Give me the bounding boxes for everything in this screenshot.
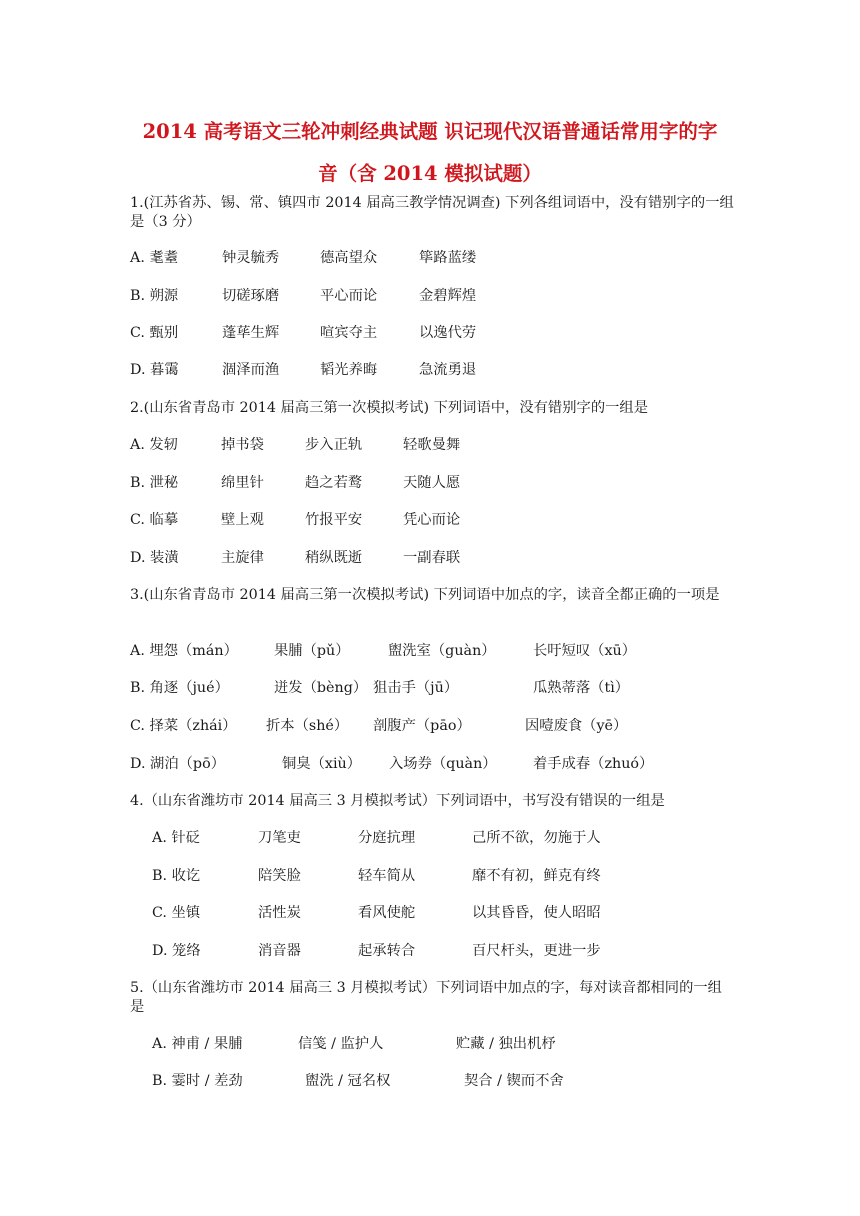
option-item: 折本（shé） bbox=[266, 718, 349, 734]
option-word: 轻车简从 bbox=[358, 868, 416, 884]
option-word: 喧宾夺主 bbox=[320, 325, 378, 341]
option-word: 涸泽而渔 bbox=[222, 362, 280, 378]
question-4-stem: 4.（山东省潍坊市 2014 届高三 3 月模拟考试）下列词语中，书写没有错误的一组是 bbox=[130, 793, 665, 809]
option-word: 竹报平安 bbox=[305, 512, 363, 528]
option-item: 契合 / 锲而不舍 bbox=[464, 1073, 564, 1089]
option-label: D. 装潢 bbox=[130, 550, 179, 566]
option-word: 轻歌曼舞 bbox=[403, 437, 461, 453]
option-word: 钟灵毓秀 bbox=[222, 250, 280, 266]
option-word: 切磋琢磨 bbox=[222, 288, 280, 304]
option-word: 步入正轨 bbox=[305, 437, 363, 453]
option-item: 瓜熟蒂落（tì） bbox=[533, 680, 630, 696]
option-word: 凭心而论 bbox=[403, 512, 461, 528]
option-item: 贮藏 / 独出机杼 bbox=[456, 1036, 556, 1052]
option-item: A. 神甫 / 果脯 bbox=[152, 1036, 243, 1052]
option-label: A. 发轫 bbox=[130, 437, 179, 453]
option-label: A. 针砭 bbox=[152, 830, 201, 846]
option-label: B. 泄秘 bbox=[130, 475, 179, 491]
option-word: 稍纵既逝 bbox=[305, 550, 363, 566]
option-item: 狙击手（jū） bbox=[373, 680, 459, 696]
option-label: A. 耄耋 bbox=[130, 250, 179, 266]
option-item: A. 埋怨（mán） bbox=[130, 643, 238, 659]
option-word: 绵里针 bbox=[221, 475, 264, 491]
option-word: 陪笑脸 bbox=[258, 868, 301, 884]
option-item: 因噎废食（yē） bbox=[525, 718, 628, 734]
option-word: 德高望众 bbox=[320, 250, 378, 266]
option-item: 盥洗 / 冠名权 bbox=[305, 1073, 391, 1089]
option-word: 壁上观 bbox=[221, 512, 264, 528]
option-word: 一副春联 bbox=[403, 550, 461, 566]
option-word: 看风使舵 bbox=[358, 905, 416, 921]
option-item: 果脯（pǔ） bbox=[274, 643, 350, 659]
document-title-line-1: 2014 高考语文三轮冲刺经典试题 识记现代汉语普通话常用字的字 bbox=[142, 120, 718, 143]
option-word: 活性炭 bbox=[258, 905, 301, 921]
option-label: B. 收讫 bbox=[152, 868, 201, 884]
option-word: 靡不有初，鲜克有终 bbox=[472, 868, 601, 884]
option-item: 剖腹产（pāo） bbox=[373, 718, 471, 734]
option-word: 主旋律 bbox=[221, 550, 264, 566]
option-word: 急流勇退 bbox=[419, 362, 477, 378]
option-label: D. 笼络 bbox=[152, 943, 201, 959]
option-word: 以逸代劳 bbox=[419, 325, 477, 341]
option-item: 着手成春（zhuó） bbox=[533, 756, 654, 772]
option-item: D. 湖泊（pō） bbox=[130, 756, 225, 772]
option-item: 入场券（quàn） bbox=[389, 756, 497, 772]
option-word: 趋之若鹜 bbox=[305, 475, 363, 491]
option-word: 掉书袋 bbox=[221, 437, 264, 453]
document-title-line-2: 音（含 2014 模拟试题） bbox=[318, 162, 542, 185]
option-item: 迸发（bèng） bbox=[274, 680, 368, 696]
option-word: 蓬荜生辉 bbox=[222, 325, 280, 341]
question-3-stem: 3.(山东省青岛市 2014 届高三第一次模拟考试) 下列词语中加点的字，读音全都正确的一项是 bbox=[130, 587, 720, 603]
option-word: 刀笔吏 bbox=[258, 830, 301, 846]
option-item: B. 霎时 / 差劲 bbox=[152, 1073, 243, 1089]
option-word: 分庭抗理 bbox=[358, 830, 416, 846]
question-2-stem: 2.(山东省青岛市 2014 届高三第一次模拟考试) 下列词语中，没有错别字的一组是 bbox=[130, 400, 649, 416]
option-item: 长吁短叹（xū） bbox=[533, 643, 637, 659]
option-label: D. 暮霭 bbox=[130, 362, 179, 378]
option-item: B. 角逐（jué） bbox=[130, 680, 229, 696]
option-word: 金碧辉煌 bbox=[419, 288, 477, 304]
option-label: C. 坐镇 bbox=[152, 905, 201, 921]
option-word: 筚路蓝缕 bbox=[419, 250, 477, 266]
option-label: C. 甄别 bbox=[130, 325, 179, 341]
question-5-stem: 5.（山东省潍坊市 2014 届高三 3 月模拟考试）下列词语中加点的字，每对读音都相同的一组是 bbox=[130, 980, 722, 1015]
option-word: 起承转合 bbox=[358, 943, 416, 959]
option-item: 信笺 / 监护人 bbox=[298, 1036, 384, 1052]
option-item: 铜臭（xiù） bbox=[282, 756, 362, 772]
option-item: 盥洗室（guàn） bbox=[388, 643, 496, 659]
option-word: 以其昏昏，使人昭昭 bbox=[472, 905, 601, 921]
option-label: C. 临摹 bbox=[130, 512, 179, 528]
option-word: 韬光养晦 bbox=[320, 362, 378, 378]
option-word: 天随人愿 bbox=[403, 475, 461, 491]
question-1-stem: 1.(江苏省苏、锡、常、镇四市 2014 届高三教学情况调查) 下列各组词语中，没有错别字的一组是（3 分） bbox=[130, 195, 734, 230]
option-word: 己所不欲，勿施于人 bbox=[472, 830, 601, 846]
option-word: 消音器 bbox=[258, 943, 301, 959]
option-word: 平心而论 bbox=[320, 288, 378, 304]
option-item: C. 择菜（zhái） bbox=[130, 718, 237, 734]
option-label: B. 朔源 bbox=[130, 288, 179, 304]
option-word: 百尺杆头，更进一步 bbox=[472, 943, 601, 959]
